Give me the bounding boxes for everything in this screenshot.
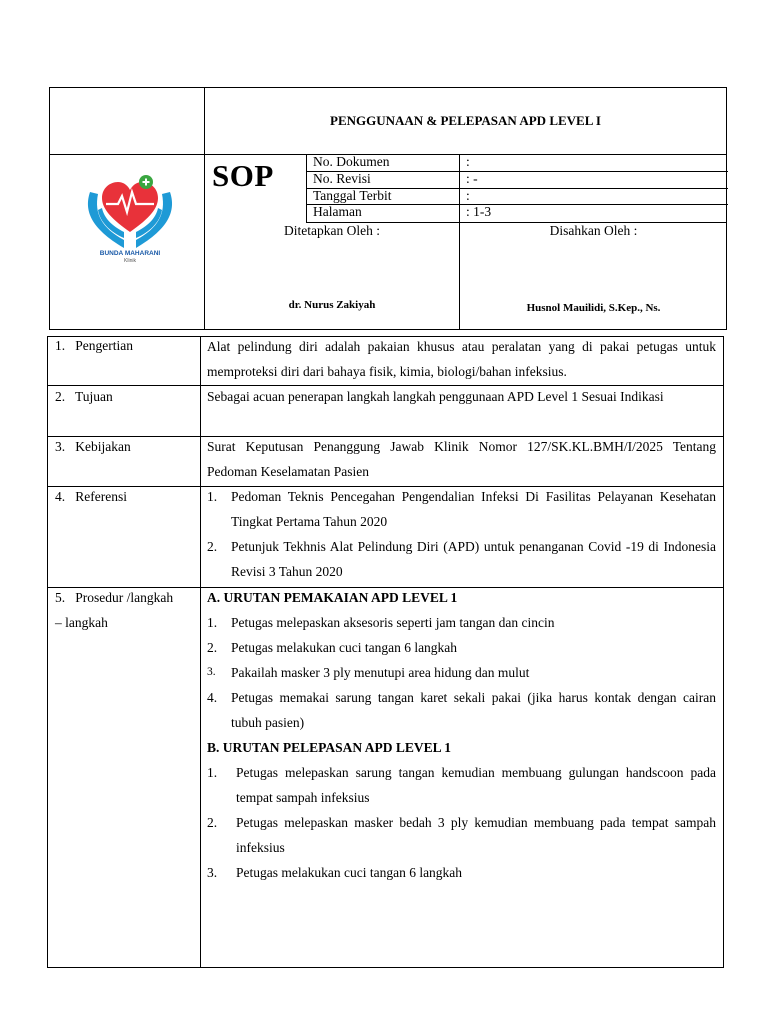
list-item <box>207 635 716 660</box>
list-item-text: Pedoman Teknis Pencegahan Pengendalian Infeksi Di Fasilitas Pelayanan Kesehatan Tingkat Pertama Tahun 2020 <box>231 489 716 529</box>
ditetapkan-name: dr. Nurus Zakiyah <box>288 299 376 311</box>
list-item-text: Petugas melepaskan sarung tangan kemudian membuang gulungan handscoon pada tempat sampah infeksius <box>236 765 716 805</box>
list-item <box>207 484 716 534</box>
logo-name: BUNDA MAHARANI <box>99 250 161 257</box>
prosedur-content <box>201 585 724 885</box>
list-item <box>207 685 716 735</box>
list-item <box>207 610 716 635</box>
meta-label: No. Dokumen <box>313 154 390 169</box>
row-label-prosedur-line2: – langkah <box>55 615 108 630</box>
kebijakan-text: Surat Keputusan Penanggung Jawab Klinik Nomor 127/SK.KL.BMH/I/2025 Tentang Pedoman Keselamatan Pasien <box>207 439 716 479</box>
row-label-prosedur-line1: 5. Prosedur /langkah <box>55 590 174 605</box>
row-label-referensi: 4. Referensi <box>55 489 127 504</box>
list-item-number: 3. <box>207 666 216 678</box>
logo-subtitle: Klinik <box>124 258 136 264</box>
meta-value: : <box>466 154 470 169</box>
section-a-heading: A. URUTAN PEMAKAIAN APD LEVEL 1 <box>207 590 458 605</box>
list-item-text: Petugas melepaskan masker bedah 3 ply kemudian membuang pada tempat sampah infeksius <box>236 815 716 855</box>
list-item <box>207 860 716 885</box>
list-item <box>207 760 716 810</box>
section-b-heading: B. URUTAN PELEPASAN APD LEVEL 1 <box>207 740 452 755</box>
tujuan-text: Sebagai acuan penerapan langkah langkah penggunaan APD Level 1 Sesuai Indikasi <box>207 389 664 404</box>
list-item <box>207 534 716 584</box>
list-item-text: Pakailah masker 3 ply menutupi area hidung dan mulut <box>231 665 530 680</box>
document-title: PENGGUNAAN & PELEPASAN APD LEVEL I <box>330 113 601 128</box>
list-item-text: Petugas memakai sarung tangan karet sekali pakai (jika harus kontak dengan cairan tubuh pasien) <box>231 690 716 730</box>
row-label-tujuan: 2. Tujuan <box>55 389 113 404</box>
list-item <box>207 660 716 685</box>
meta-value: : <box>466 188 470 203</box>
list-item-number: 1. <box>207 765 218 780</box>
list-item-number: 3. <box>207 865 218 880</box>
sop-label: SOP <box>212 158 274 193</box>
meta-label: Tanggal Terbit <box>313 188 392 203</box>
list-item-number: 2. <box>207 815 218 830</box>
row-label-prosedur <box>50 585 173 635</box>
row-label-kebijakan: 3. Kebijakan <box>55 439 131 454</box>
list-item-number: 1. <box>207 489 218 504</box>
list-item-text: Petunjuk Tekhnis Alat Pelindung Diri (APD) untuk penanganan Covid -19 di Indonesia Revisi 3 Tahun 2020 <box>231 539 716 579</box>
list-item-text: Petugas melepaskan aksesoris seperti jam tangan dan cincin <box>231 615 555 630</box>
disahkan-name: Husnol Mauilidi, S.Kep., Ns. <box>526 302 661 314</box>
list-item-text: Petugas melakukan cuci tangan 6 langkah <box>236 865 463 880</box>
ditetapkan-label: Ditetapkan Oleh : <box>284 223 380 238</box>
meta-label: No. Revisi <box>313 171 371 186</box>
list-item-text: Petugas melakukan cuci tangan 6 langkah <box>231 640 458 655</box>
row-label-pengertian: 1. Pengertian <box>55 338 133 353</box>
list-item <box>207 810 716 860</box>
list-item-number: 2. <box>207 539 218 554</box>
meta-value: : 1-3 <box>466 204 492 219</box>
list-item-number: 1. <box>207 615 218 630</box>
list-item-number: 4. <box>207 690 218 705</box>
meta-value: : - <box>466 171 478 186</box>
pengertian-text: Alat pelindung diri adalah pakaian khusus atau peralatan yang di pakai petugas untuk memproteksi diri dari bahaya fisik, kimia, biologi/bahan infeksius. <box>207 339 716 379</box>
disahkan-label: Disahkan Oleh : <box>549 223 638 238</box>
list-item-number: 2. <box>207 640 218 655</box>
meta-grid <box>306 154 727 223</box>
meta-label: Halaman <box>313 204 362 219</box>
referensi-list <box>201 484 724 584</box>
